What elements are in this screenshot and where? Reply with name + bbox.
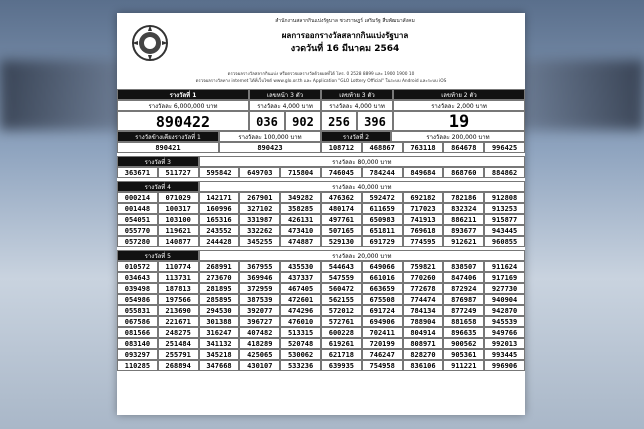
prize-number: 876987 xyxy=(443,294,484,305)
prize-number: 363671 xyxy=(117,167,158,178)
prize-number: 472601 xyxy=(280,294,321,305)
prize-number: 530062 xyxy=(280,349,321,360)
prize-number: 992013 xyxy=(484,338,525,349)
prize-number: 267901 xyxy=(239,192,280,203)
prize-number: 221671 xyxy=(158,316,199,327)
prize-number: 520748 xyxy=(280,338,321,349)
prize-number: 327102 xyxy=(239,203,280,214)
prize-number: 067586 xyxy=(117,316,158,327)
prize-number: 345218 xyxy=(199,349,240,360)
prize-number: 474296 xyxy=(280,305,321,316)
prize-number: 000214 xyxy=(117,192,158,203)
prize-number: 057280 xyxy=(117,236,158,247)
prize-number: 911624 xyxy=(484,261,525,272)
prize-number: 054051 xyxy=(117,214,158,225)
fourth-prize-label: รางวัลที่ 4 xyxy=(117,181,199,192)
glo-emblem-icon xyxy=(130,23,170,63)
prize-number: 774474 xyxy=(403,294,444,305)
prize-number: 341132 xyxy=(199,338,240,349)
prize-number: 694906 xyxy=(362,316,403,327)
prize-number: 474887 xyxy=(280,236,321,247)
prize-number: 497761 xyxy=(321,214,362,225)
prize-number: 369946 xyxy=(239,272,280,283)
prize-number: 294530 xyxy=(199,305,240,316)
prize-number: 426131 xyxy=(280,214,321,225)
prize-number: 720199 xyxy=(362,338,403,349)
prize-number: 473410 xyxy=(280,225,321,236)
prize-number: 160996 xyxy=(199,203,240,214)
prize-number: 055770 xyxy=(117,225,158,236)
prize-number: 331987 xyxy=(239,214,280,225)
prize-number: 513315 xyxy=(280,327,321,338)
prize-number: 039498 xyxy=(117,283,158,294)
near-second-labels xyxy=(117,131,525,142)
prize-number: 533236 xyxy=(280,360,321,371)
second-prize-number: 864678 xyxy=(443,142,484,153)
prize-number: 960855 xyxy=(484,236,525,247)
fourth-prize-header xyxy=(117,181,525,192)
top-prize-labels xyxy=(117,89,525,100)
org-line: สำนักงานสลากกินแบ่งรัฐบาล ชวงราษฎร์ เสริมรัฐ สืบพัฒนาสังคม xyxy=(275,18,415,24)
prize-number: 268991 xyxy=(199,261,240,272)
prize-number: 782186 xyxy=(443,192,484,203)
prize-number: 034643 xyxy=(117,272,158,283)
prize-number: 649066 xyxy=(362,261,403,272)
prize-number: 619261 xyxy=(321,338,362,349)
prize-number: 788904 xyxy=(403,316,444,327)
prize-number: 847406 xyxy=(443,272,484,283)
prize-number: 345255 xyxy=(239,236,280,247)
fifth-prize-header xyxy=(117,250,525,261)
prize-number: 702411 xyxy=(362,327,403,338)
prize-number: 119621 xyxy=(158,225,199,236)
prize-number: 255791 xyxy=(158,349,199,360)
prize-number: 010572 xyxy=(117,261,158,272)
second-prize-number: 468867 xyxy=(362,142,403,153)
near-second-numbers xyxy=(117,142,525,153)
page-title: ผลการออกรางวัลสลากกินแบ่งรัฐบาล xyxy=(281,31,409,40)
prize-number: 741913 xyxy=(403,214,444,225)
near-first-label: รางวัลข้างเคียงรางวัลที่ 1 xyxy=(117,131,219,142)
back3-number: 256 xyxy=(321,111,357,131)
prize-number: 507165 xyxy=(321,225,362,236)
prize-number: 476362 xyxy=(321,192,362,203)
prize-number: 881658 xyxy=(443,316,484,327)
prize-number: 715804 xyxy=(280,167,321,178)
prize-number: 054986 xyxy=(117,294,158,305)
fifth-prize-amount: รางวัลละ 20,000 บาท xyxy=(199,250,525,261)
prize-number: 905361 xyxy=(443,349,484,360)
prize-number: 913253 xyxy=(484,203,525,214)
prize-number: 746045 xyxy=(321,167,362,178)
prize-number: 896635 xyxy=(443,327,484,338)
prize-number: 940904 xyxy=(484,294,525,305)
check-info: ตรวจผลรางวัลสลากกินแบ่ง หรือตรวจผลรางวัลด้วยผลที่ได้ โทร. 0 2528 8899 และ 1900 1900 10 xyxy=(227,72,415,77)
prize-number: 430107 xyxy=(239,360,280,371)
prize-number: 838507 xyxy=(443,261,484,272)
prize-number: 692182 xyxy=(403,192,444,203)
prize-number: 140877 xyxy=(158,236,199,247)
top-prize-numbers xyxy=(117,111,525,131)
prize-number: 467405 xyxy=(280,283,321,294)
prize-number: 001448 xyxy=(117,203,158,214)
lottery-result-sheet xyxy=(117,13,525,415)
prize-number: 770260 xyxy=(403,272,444,283)
prize-number: 663659 xyxy=(362,283,403,294)
prize-number: 993445 xyxy=(484,349,525,360)
prize-number: 917169 xyxy=(484,272,525,283)
prize-number: 691724 xyxy=(362,305,403,316)
prize-number: 387539 xyxy=(239,294,280,305)
prize-number: 872924 xyxy=(443,283,484,294)
prize-number: 083140 xyxy=(117,338,158,349)
near-first-number: 890423 xyxy=(219,142,321,153)
prize-number: 251484 xyxy=(158,338,199,349)
prize-number: 600228 xyxy=(321,327,362,338)
prize-number: 244428 xyxy=(199,236,240,247)
third-prize-header xyxy=(117,156,525,167)
prize-number: 996906 xyxy=(484,360,525,371)
prize-number: 621718 xyxy=(321,349,362,360)
prize-number: 285895 xyxy=(199,294,240,305)
back2-label: เลขท้าย 2 ตัว xyxy=(393,89,525,100)
second-prize-header xyxy=(321,131,525,142)
sheet-header xyxy=(117,13,525,87)
back2-amount: รางวัลละ 2,000 บาท xyxy=(393,100,525,111)
prize-number: 435530 xyxy=(280,261,321,272)
prize-number: 945539 xyxy=(484,316,525,327)
prize-number: 165316 xyxy=(199,214,240,225)
prize-number: 197566 xyxy=(158,294,199,305)
prize-number: 392077 xyxy=(239,305,280,316)
prize-number: 877249 xyxy=(443,305,484,316)
prize-number: 367955 xyxy=(239,261,280,272)
prize-number: 651811 xyxy=(362,225,403,236)
prize-number: 804914 xyxy=(403,327,444,338)
prize-number: 437337 xyxy=(280,272,321,283)
prize-number: 572012 xyxy=(321,305,362,316)
prize-number: 093297 xyxy=(117,349,158,360)
back3-number: 396 xyxy=(357,111,393,131)
prize-number: 912808 xyxy=(484,192,525,203)
back2-number: 19 xyxy=(393,111,525,131)
back3-amount: รางวัลละ 4,000 บาท xyxy=(321,100,393,111)
prize-number: 562155 xyxy=(321,294,362,305)
prize-number: 849684 xyxy=(403,167,444,178)
prize-number: 349282 xyxy=(280,192,321,203)
prize-number: 927730 xyxy=(484,283,525,294)
prize-number: 396727 xyxy=(239,316,280,327)
prize-number: 759821 xyxy=(403,261,444,272)
front3-number: 902 xyxy=(285,111,321,131)
first-prize-label: รางวัลที่ 1 xyxy=(117,89,249,100)
prize-number: 650983 xyxy=(362,214,403,225)
prize-number: 754958 xyxy=(362,360,403,371)
prize-number: 592472 xyxy=(362,192,403,203)
prize-number: 774595 xyxy=(403,236,444,247)
prize-number: 243552 xyxy=(199,225,240,236)
prize-number: 425065 xyxy=(239,349,280,360)
prize-number: 547559 xyxy=(321,272,362,283)
prize-number: 268894 xyxy=(158,360,199,371)
prize-number: 717023 xyxy=(403,203,444,214)
prize-number: 611659 xyxy=(362,203,403,214)
prize-number: 103100 xyxy=(158,214,199,225)
prize-number: 746247 xyxy=(362,349,403,360)
prize-number: 572761 xyxy=(321,316,362,327)
prize-number: 772678 xyxy=(403,283,444,294)
second-prize-number: 108712 xyxy=(321,142,362,153)
prize-number: 893677 xyxy=(443,225,484,236)
prize-number: 110774 xyxy=(158,261,199,272)
prize-number: 639935 xyxy=(321,360,362,371)
fourth-prize-amount: รางวัลละ 40,000 บาท xyxy=(199,181,525,192)
prize-number: 661016 xyxy=(362,272,403,283)
first-prize-amount: รางวัลละ 6,000,000 บาท xyxy=(117,100,249,111)
prize-number: 769618 xyxy=(403,225,444,236)
prize-number: 480174 xyxy=(321,203,362,214)
prize-number: 529130 xyxy=(321,236,362,247)
first-prize-number: 890422 xyxy=(117,111,249,131)
prize-number: 358285 xyxy=(280,203,321,214)
fifth-prize-label: รางวัลที่ 5 xyxy=(117,250,199,261)
near-first-header xyxy=(117,131,321,142)
prize-number: 808971 xyxy=(403,338,444,349)
prize-number: 113731 xyxy=(158,272,199,283)
prize-number: 691729 xyxy=(362,236,403,247)
prize-number: 560472 xyxy=(321,283,362,294)
second-prize-amount: รางวัลละ 200,000 บาท xyxy=(391,131,525,142)
prize-number: 868760 xyxy=(443,167,484,178)
prize-number: 081566 xyxy=(117,327,158,338)
third-prize-numbers xyxy=(117,167,525,178)
prize-number: 784244 xyxy=(362,167,403,178)
prize-number: 418289 xyxy=(239,338,280,349)
prize-number: 273670 xyxy=(199,272,240,283)
prize-number: 281895 xyxy=(199,283,240,294)
fourth-prize-numbers xyxy=(117,192,525,247)
prize-number: 511727 xyxy=(158,167,199,178)
prize-number: 100317 xyxy=(158,203,199,214)
prize-number: 884862 xyxy=(484,167,525,178)
front3-label: เลขหน้า 3 ตัว xyxy=(249,89,321,100)
prize-number: 316247 xyxy=(199,327,240,338)
prize-number: 784134 xyxy=(403,305,444,316)
prize-number: 943445 xyxy=(484,225,525,236)
back3-label: เลขท้าย 3 ตัว xyxy=(321,89,393,100)
prize-number: 213690 xyxy=(158,305,199,316)
prize-number: 142171 xyxy=(199,192,240,203)
near-first-amount: รางวัลละ 100,000 บาท xyxy=(219,131,321,142)
prize-number: 675508 xyxy=(362,294,403,305)
prize-number: 372959 xyxy=(239,283,280,294)
draw-date: งวดวันที่ 16 มีนาคม 2564 xyxy=(290,44,400,54)
prize-number: 595842 xyxy=(199,167,240,178)
prize-number: 911221 xyxy=(443,360,484,371)
prize-number: 110285 xyxy=(117,360,158,371)
prize-number: 912621 xyxy=(443,236,484,247)
fifth-prize-numbers xyxy=(117,261,525,371)
prize-number: 347668 xyxy=(199,360,240,371)
second-prize-label: รางวัลที่ 2 xyxy=(321,131,391,142)
prize-number: 544643 xyxy=(321,261,362,272)
prize-number: 886211 xyxy=(443,214,484,225)
third-prize-label: รางวัลที่ 3 xyxy=(117,156,199,167)
second-prize-number: 763118 xyxy=(403,142,444,153)
prize-number: 055831 xyxy=(117,305,158,316)
near-first-number: 890421 xyxy=(117,142,219,153)
prize-number: 248275 xyxy=(158,327,199,338)
prize-number: 949766 xyxy=(484,327,525,338)
third-prize-amount: รางวัลละ 80,000 บาท xyxy=(199,156,525,167)
prize-number: 915877 xyxy=(484,214,525,225)
prize-number: 071029 xyxy=(158,192,199,203)
prize-number: 407482 xyxy=(239,327,280,338)
front3-number: 036 xyxy=(249,111,285,131)
prize-number: 476010 xyxy=(280,316,321,327)
prize-number: 942870 xyxy=(484,305,525,316)
front3-amount: รางวัลละ 4,000 บาท xyxy=(249,100,321,111)
top-prize-amounts xyxy=(117,100,525,111)
prize-number: 832324 xyxy=(443,203,484,214)
prize-number: 187813 xyxy=(158,283,199,294)
prize-number: 900562 xyxy=(443,338,484,349)
check-info-web: ตรวจผลรางวัลทาง internet ได้ที่เว็บไซต์ www.glo.or.th และ Application "GLO Lottery Official" ในระบบ Android และระบบ iOS xyxy=(195,79,447,84)
prize-number: 301388 xyxy=(199,316,240,327)
second-prize-number: 996425 xyxy=(484,142,525,153)
prize-number: 649703 xyxy=(239,167,280,178)
prize-number: 836106 xyxy=(403,360,444,371)
prize-number: 828270 xyxy=(403,349,444,360)
prize-number: 332262 xyxy=(239,225,280,236)
